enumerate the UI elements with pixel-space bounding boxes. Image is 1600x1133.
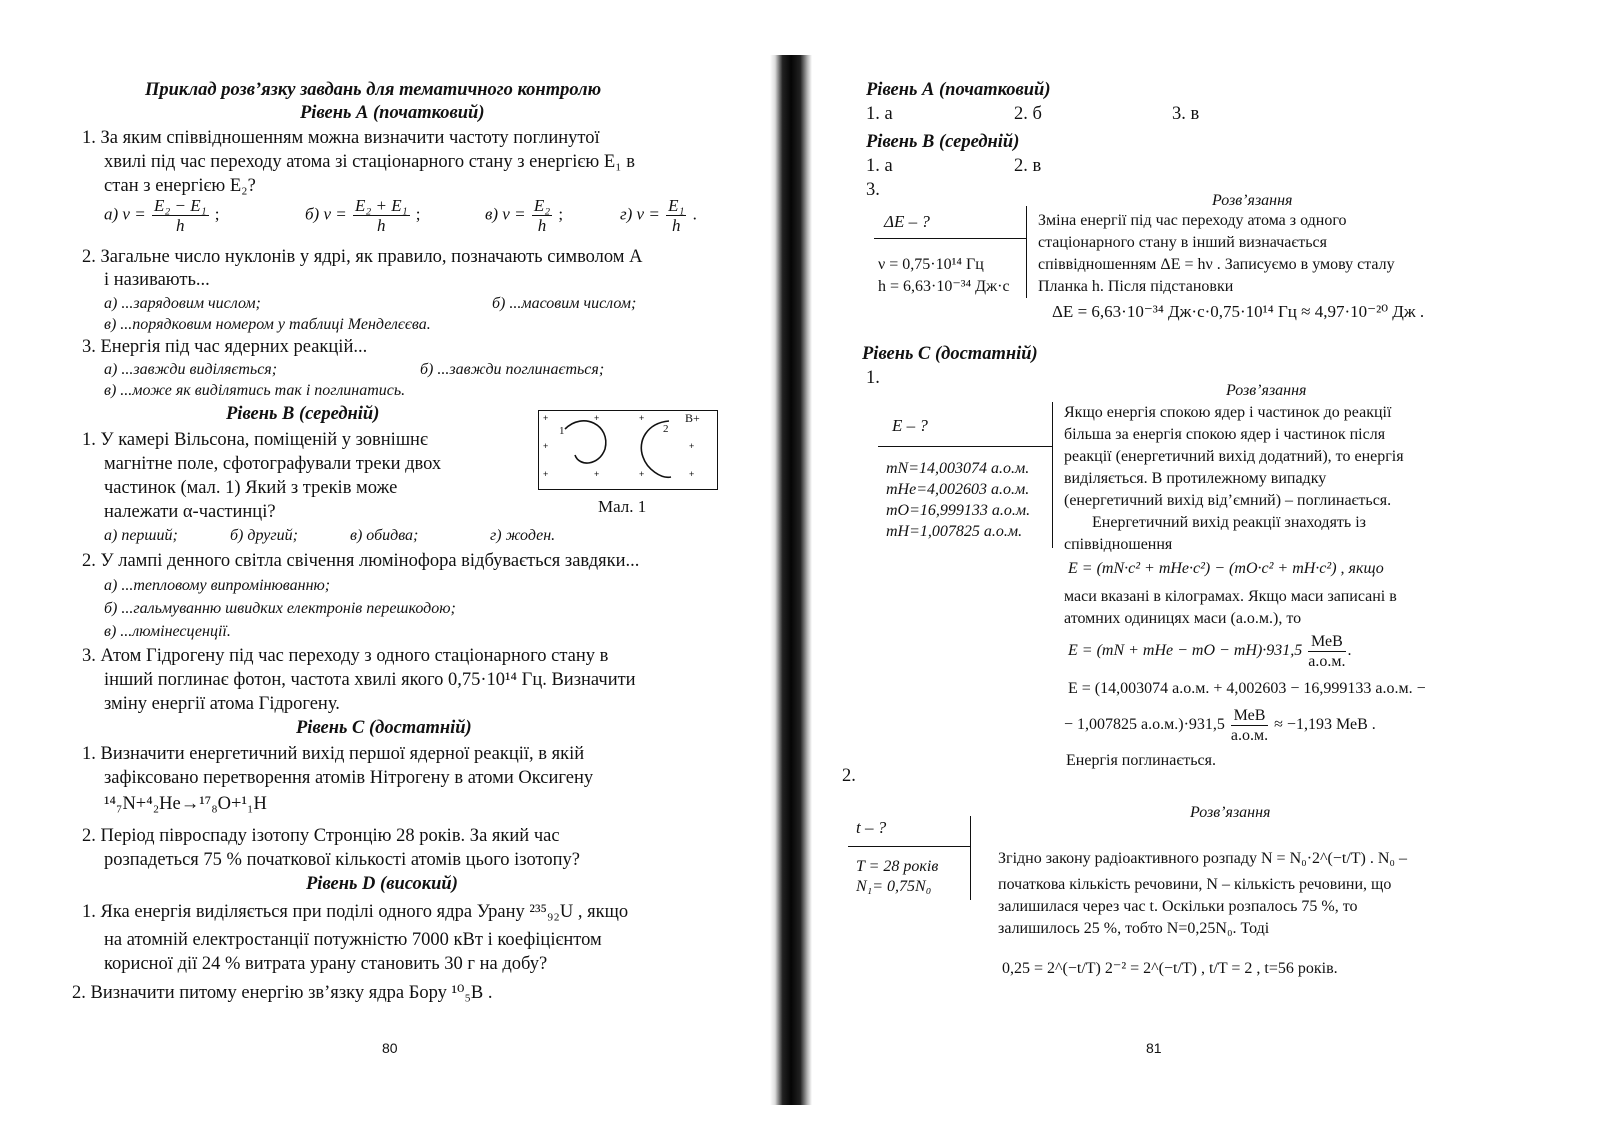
a-q2-option-c: в) ...порядковим номером у таблиці Менделєєва.	[104, 316, 431, 333]
r-c-p1-solution-label: Розв’язання	[1226, 382, 1307, 399]
svg-text:+: +	[639, 413, 645, 423]
r-level-b-heading: Рівень В (середній)	[866, 132, 1020, 152]
r-b-given-find: ΔE – ?	[884, 212, 930, 231]
r-c-p1-formula-2: E = (mN + mHe − mO − mH)·931,5 $\frac{\text{МеВ}}{а.о.м.}$ .	[1068, 633, 1352, 670]
r-c-p1-line2: більша за енергія спокою ядер і частинок після	[1064, 426, 1386, 443]
level-c-heading: Рівень С (достатній)	[296, 718, 472, 738]
r-c-p2-line4: залишилось 25 %, тобто N=0,25N₀. Тоді	[998, 920, 1270, 937]
track-1	[565, 421, 606, 463]
r-c-p1-line3: реакції (енергетичний вихід додатний), то енергія	[1064, 448, 1404, 465]
r-c-p2-formula: 0,25 = 2^(−t/T) 2⁻² = 2^(−t/T) , t/T = 2 , t=56 років.	[1002, 960, 1338, 977]
c-q2-line1: 2. Період півроспаду ізотопу Стронцію 28 років. За який час	[82, 826, 560, 846]
page-number-left: 80	[382, 1040, 398, 1056]
page-number-right: 81	[1146, 1040, 1162, 1056]
level-b-heading: Рівень В (середній)	[226, 404, 380, 424]
r-a-answer-2: 2. б	[1014, 104, 1042, 124]
a-q3-option-b: б) ...завжди поглинається;	[420, 361, 605, 378]
r-c-p2-line3: залишилася через час t. Оскільки розпалось 75 %, то	[998, 898, 1358, 915]
d-q1-line2: на атомній електростанції потужністю 7000 кВт і коефіцієнтом	[104, 930, 602, 950]
r-b-given-divider	[874, 238, 1026, 239]
left-page	[0, 0, 770, 1133]
track-1-label: 1	[559, 425, 565, 437]
b-q1-option-d: г) жоден.	[490, 527, 556, 544]
r-b-given-border	[1026, 206, 1027, 298]
svg-text:+: +	[543, 441, 549, 451]
r-c-p1-formula-1: E = (mN·c² + mHe·c²) − (mO·c² + mH·c²) , якщо	[1068, 560, 1384, 577]
r-c-p1-formula-4: − 1,007825 а.о.м.)·931,5 $\frac{\text{МеВ}}{а.о.м.}$ ≈ −1,193 МеВ .	[1064, 707, 1376, 744]
r-b-answer-1: 1. а	[866, 156, 893, 176]
a-q1-line2: хвилі під час переходу атома зі стаціонарного стану з енергією E₁ в	[104, 152, 635, 172]
a-q1-option-c: в) ν = $\frac{\text{E₂}}{h}$ ;	[485, 196, 564, 235]
r-b-sol-line1: Зміна енергії під час переходу атома з одного	[1038, 212, 1347, 229]
r-c-p2-line1: Згідно закону радіоактивного розпаду N = N₀·2^(−t/T) . N₀ –	[998, 850, 1408, 867]
b-q1-line2: магнітне поле, сфотографували треки двох	[104, 454, 442, 474]
b-q1-option-c: в) обидва;	[350, 527, 419, 544]
b-q1-option-a: а) перший;	[104, 527, 178, 544]
r-b-solution-label: Розв’язання	[1212, 192, 1293, 209]
c-q2-line2: розпадеться 75 % початкової кількості атомів цього ізотопу?	[104, 850, 580, 870]
r-b-sol-line3: співвідношенням ΔE = hν . Записуємо в умову сталу	[1038, 256, 1395, 273]
svg-text:+: +	[594, 469, 600, 479]
a-q2-option-a: а) ...зарядовим числом;	[104, 295, 261, 312]
r-b-sol-line2: стаціонарного стану в інший визначається	[1038, 234, 1327, 251]
r-c-p2-line2: початкова кількість речовини, N – кількість речовини, що	[998, 876, 1392, 893]
a-q1-option-b: б) ν = $\frac{\text{E₂ + E₁}}{h}$ ;	[305, 196, 421, 235]
c-q1-reaction: ¹⁴₇N+⁴₂He→¹⁷₈O+¹₁H	[104, 794, 267, 814]
r-level-c-heading: Рівень С (достатній)	[862, 344, 1038, 364]
r-a-answer-3: 3. в	[1172, 104, 1200, 124]
a-q3-option-c: в) ...може як виділятись так і поглинатись.	[104, 382, 406, 399]
r-c-p1-line6: Енергетичний вихід реакції знаходять із	[1092, 514, 1366, 531]
r-c-p1-line5: (енергетичний вихід від’ємний) – поглинається.	[1064, 492, 1392, 509]
figure-caption: Мал. 1	[598, 497, 647, 516]
a-q1-line3: стан з енергією E₂?	[104, 176, 256, 196]
d-q2: 2. Визначити питому енергію зв’язку ядра Бору ¹⁰₅B .	[72, 983, 493, 1003]
d-q1-line3: корисної дії 24 % витрата урану становить 30 г на добу?	[104, 954, 548, 974]
b-q2-option-c: в) ...люмінесценції.	[104, 623, 231, 640]
r-a-answer-1: 1. а	[866, 104, 893, 124]
r-c-p1-given-border	[1052, 402, 1053, 548]
r-b-answer-3: 3.	[866, 180, 880, 200]
r-b-given-1: ν = 0,75·10¹⁴ Гц	[878, 256, 984, 273]
r-c-p1-find: E – ?	[892, 416, 928, 435]
r-c-p2-solution-label: Розв’язання	[1190, 804, 1271, 821]
r-c-p1-given-4: mH=1,007825 а.о.м.	[886, 523, 1023, 540]
b-q1-line3: частинок (мал. 1) Який з треків може	[104, 478, 398, 498]
track-2-label: 2	[663, 423, 669, 435]
a-q1-option-a: а) ν = $\frac{\text{E₂ − E₁}}{h}$ ;	[104, 196, 220, 235]
r-c-p1-line1: Якщо енергія спокою ядер і частинок до реакції	[1064, 404, 1392, 421]
b-q2-line1: 2. У лампі денного світла свічення люмінофора відбувається завдяки...	[82, 551, 640, 571]
r-c-p2-given-1: T = 28 років	[856, 858, 939, 875]
r-c-p1-line10: Енергія поглинається.	[1066, 752, 1216, 769]
svg-text:+: +	[543, 413, 549, 423]
r-c-p1-formula-3: E = (14,003074 а.о.м. + 4,002603 − 16,999133 а.о.м. −	[1068, 680, 1426, 697]
r-c-p1-given-2: mHe=4,002603 а.о.м.	[886, 481, 1030, 498]
b-q1-line1: 1. У камері Вільсона, поміщеній у зовнішнє	[82, 430, 428, 450]
b-q2-option-a: а) ...тепловому випромінюванню;	[104, 577, 331, 594]
r-c-p2-given-divider	[848, 846, 970, 847]
r-level-a-heading: Рівень А (початковий)	[866, 80, 1051, 100]
c-q1-line2: зафіксовано перетворення атомів Нітрогену в атоми Оксигену	[104, 768, 594, 788]
r-c-p2-find: t – ?	[856, 818, 887, 837]
a-q3-option-a: а) ...завжди виділяється;	[104, 361, 278, 378]
r-c-p2-given-border	[970, 816, 971, 900]
b-q1-option-b: б) другий;	[230, 527, 298, 544]
level-a-heading: Рівень А (початковий)	[300, 103, 485, 123]
r-b-given-2: h = 6,63·10⁻³⁴ Дж·с	[878, 278, 1010, 295]
r-b-sol-formula: ΔE = 6,63·10⁻³⁴ Дж·с·0,75·10¹⁴ Гц ≈ 4,97·10⁻²⁰ Дж .	[1052, 302, 1425, 321]
figure-1	[538, 410, 718, 490]
right-page	[812, 0, 1600, 1133]
r-c-p1-line8: маси вказані в кілограмах. Якщо маси записані в	[1064, 588, 1397, 605]
r-c-p1-given-divider	[878, 446, 1052, 447]
r-c-p1-given-1: mN=14,003074 а.о.м.	[886, 460, 1030, 477]
a-q2-option-b: б) ...масовим числом;	[492, 295, 637, 312]
d-q1-line1: 1. Яка енергія виділяється при поділі одного ядра Урану ²³⁵₉₂U , якщо	[82, 902, 629, 922]
level-d-heading: Рівень D (високий)	[306, 874, 458, 894]
svg-text:+: +	[689, 441, 695, 451]
page-title: Приклад розв’язку завдань для тематичного контролю	[145, 80, 602, 100]
magnetic-field-label: B+	[685, 411, 700, 425]
a-q2-line1: 2. Загальне число нуклонів у ядрі, як правило, позначають символом A	[82, 247, 643, 267]
b-q1-line4: належати α-частинці?	[104, 502, 276, 522]
r-c-p1-line9: атомних одиницях маси (а.о.м.), то	[1064, 610, 1302, 627]
r-b-answer-2: 2. в	[1014, 156, 1042, 176]
svg-text:+: +	[639, 469, 645, 479]
r-c-p1-given-3: mO=16,999133 а.о.м.	[886, 502, 1031, 519]
b-q2-option-b: б) ...гальмуванню швидких електронів перешкодою;	[104, 600, 456, 617]
a-q3: 3. Енергія під час ядерних реакцій...	[82, 337, 368, 357]
r-c-problem-2-number: 2.	[842, 766, 856, 786]
a-q1-option-d: г) ν = $\frac{\text{E₁}}{h}$ .	[620, 196, 697, 235]
c-q1-line1: 1. Визначити енергетичний вихід першої ядерної реакції, в якій	[82, 744, 585, 764]
svg-text:+: +	[689, 469, 695, 479]
r-c-p2-given-2: N₁= 0,75N₀	[856, 878, 932, 895]
b-q3-line3: зміну енергії атома Гідрогену.	[104, 694, 340, 714]
a-q1-line1: 1. За яким співвідношенням можна визначити частоту поглинутої	[82, 128, 600, 148]
r-b-sol-line4: Планка h. Після підстановки	[1038, 278, 1234, 295]
r-c-problem-1-number: 1.	[866, 368, 880, 388]
book-spine	[770, 55, 812, 1105]
b-q3-line1: 3. Атом Гідрогену під час переходу з одного стаціонарного стану в	[82, 646, 609, 666]
a-q2-line2: і називають...	[104, 270, 210, 290]
b-q3-line2: інший поглинає фотон, частота хвилі якого 0,75·10¹⁴ Гц. Визначити	[104, 670, 636, 690]
r-c-p1-line4: виділяється. В протилежному випадку	[1064, 470, 1327, 487]
svg-text:+: +	[543, 469, 549, 479]
svg-text:+: +	[594, 413, 600, 423]
r-c-p1-line7: співвідношення	[1064, 536, 1173, 553]
